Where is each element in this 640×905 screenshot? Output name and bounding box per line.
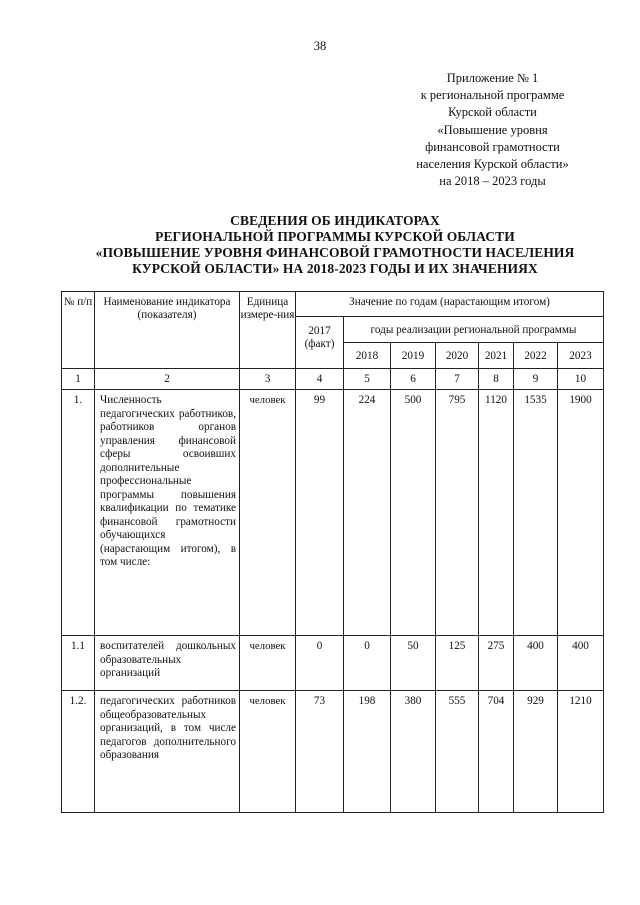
title-line: СВЕДЕНИЯ ОБ ИНДИКАТОРАХ [230, 213, 440, 228]
column-number: 10 [558, 369, 604, 390]
value-cell: 380 [391, 691, 436, 813]
value-cell: 1900 [558, 390, 604, 636]
row-number: 1.1 [62, 636, 95, 691]
column-number: 8 [479, 369, 514, 390]
value-cell: 1210 [558, 691, 604, 813]
appendix-line: к региональной программе [420, 88, 565, 103]
value-cell: 1120 [479, 390, 514, 636]
table-row [62, 390, 604, 636]
value-cell: 224 [344, 390, 391, 636]
value-cell: 1535 [514, 390, 558, 636]
header-year: 2019 [391, 343, 436, 369]
document-title [60, 213, 610, 277]
value-cell: 0 [344, 636, 391, 691]
title-line: РЕГИОНАЛЬНОЙ ПРОГРАММЫ КУРСКОЙ ОБЛАСТИ [155, 229, 515, 244]
header-year: 2022 [514, 343, 558, 369]
value-cell: 929 [514, 691, 558, 813]
value-cell: 400 [558, 636, 604, 691]
unit-cell: человек [240, 390, 296, 636]
value-cell: 0 [296, 636, 344, 691]
appendix-line: финансовой грамотности [425, 139, 560, 154]
indicator-name: педагогических работников общеобразовательных организаций, в том числе педагогов дополнительного образования [95, 691, 240, 813]
header-year: 2021 [479, 343, 514, 369]
header-unit: Единица измере-ния [240, 292, 296, 369]
value-cell: 99 [296, 390, 344, 636]
header-realization-years: годы реализации региональной программы [344, 317, 604, 343]
value-cell: 73 [296, 691, 344, 813]
column-number: 9 [514, 369, 558, 390]
unit-cell: человек [240, 691, 296, 813]
value-cell: 50 [391, 636, 436, 691]
column-number: 1 [62, 369, 95, 390]
table-row [62, 691, 604, 813]
value-cell: 198 [344, 691, 391, 813]
appendix-line: населения Курской области» [416, 157, 569, 172]
column-number: 4 [296, 369, 344, 390]
header-year: 2023 [558, 343, 604, 369]
header-number: № п/п [62, 292, 95, 369]
appendix-line: «Повышение уровня [437, 122, 548, 137]
title-line: КУРСКОЙ ОБЛАСТИ» НА 2018-2023 ГОДЫ И ИХ ЗНАЧЕНИЯХ [132, 261, 538, 276]
header-year: 2018 [344, 343, 391, 369]
title-line: «ПОВЫШЕНИЕ УРОВНЯ ФИНАНСОВОЙ ГРАМОТНОСТИ НАСЕЛЕНИЯ [95, 245, 575, 260]
column-number: 6 [391, 369, 436, 390]
value-cell: 500 [391, 390, 436, 636]
header-year: 2020 [436, 343, 479, 369]
appendix-line: Курской области [448, 105, 537, 120]
row-number: 1.2. [62, 691, 95, 813]
indicator-name: воспитателей дошкольных образовательных организаций [95, 636, 240, 691]
appendix-line: Приложение № 1 [446, 71, 539, 85]
table-row [62, 636, 604, 691]
value-cell: 125 [436, 636, 479, 691]
value-cell: 555 [436, 691, 479, 813]
value-cell: 704 [479, 691, 514, 813]
value-cell: 400 [514, 636, 558, 691]
header-indicator-name: Наименование индикатора (показателя) [95, 292, 240, 369]
appendix-note [395, 70, 590, 190]
column-number: 3 [240, 369, 296, 390]
value-cell: 795 [436, 390, 479, 636]
header-fact-year: 2017 (факт) [296, 317, 344, 369]
value-cell: 275 [479, 636, 514, 691]
column-number: 7 [436, 369, 479, 390]
header-values-by-year: Значение по годам (нарастающим итогом) [296, 292, 604, 317]
column-number: 2 [95, 369, 240, 390]
indicators-table [61, 291, 604, 813]
indicator-name: Численность педагогических работников, работников органов управления финансовой сферы освоивших дополнительные профессиональные программы повышения квалификации по тематике финансовой грамотности обучающихся (нарастающим итогом), в том числе: [95, 390, 240, 636]
appendix-line: на 2018 – 2023 годы [439, 174, 546, 189]
page-number: 38 [313, 39, 327, 53]
row-number: 1. [62, 390, 95, 636]
column-number: 5 [344, 369, 391, 390]
unit-cell: человек [240, 636, 296, 691]
